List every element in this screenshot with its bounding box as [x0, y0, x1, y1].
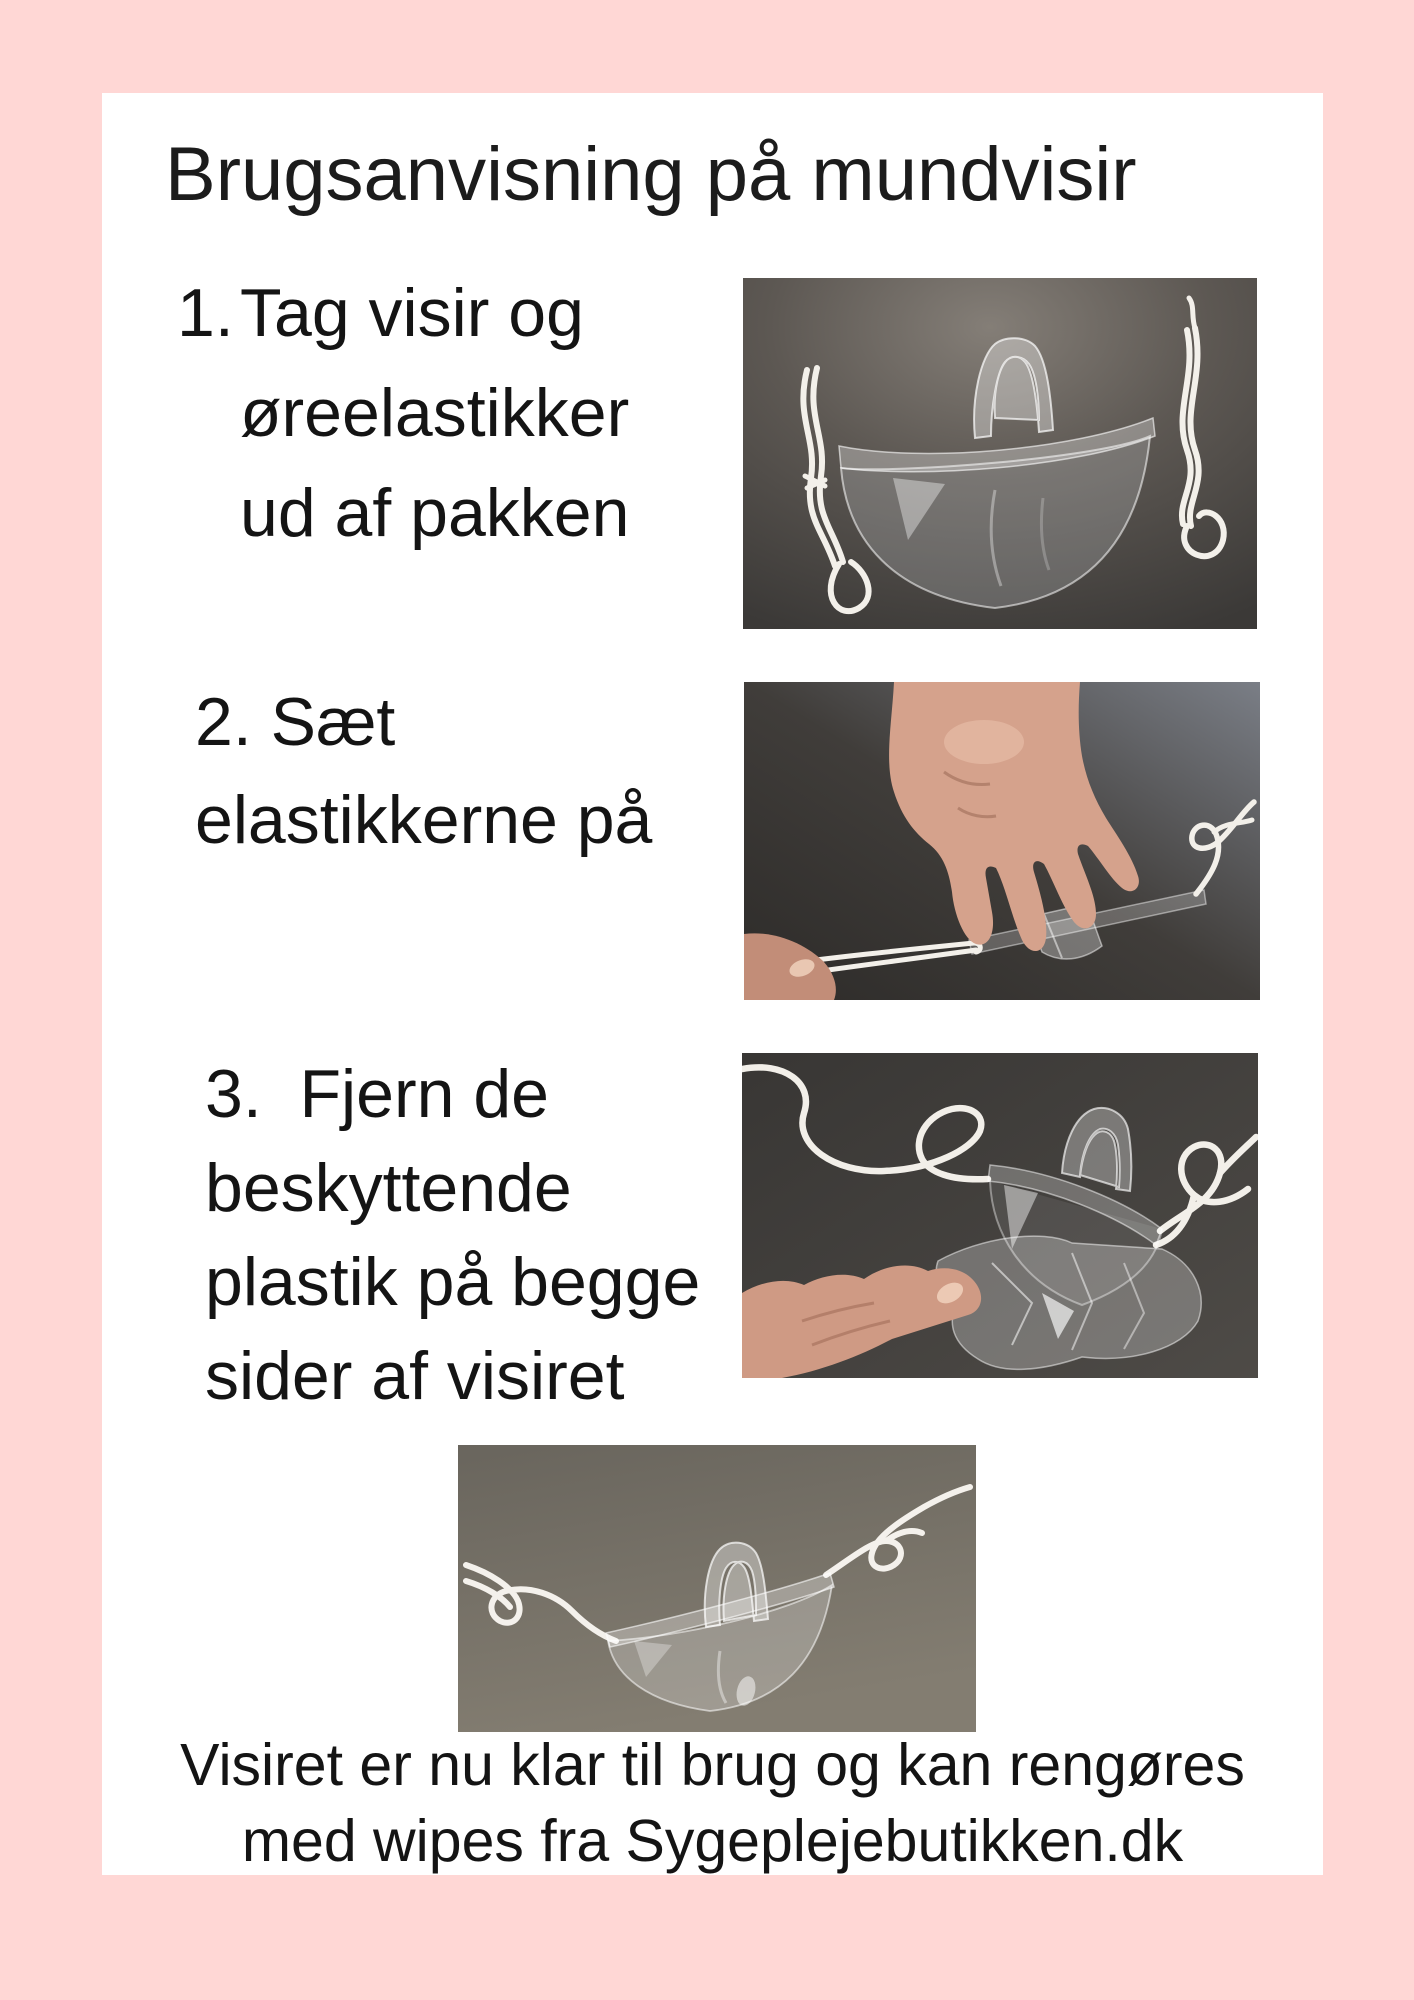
footer-line-2: med wipes fra Sygeplejebutikken.dk	[241, 1808, 1184, 1874]
footer-line-1: Visiret er nu klar til brug og kan rengøres	[180, 1732, 1245, 1798]
page-title: Brugsanvisning på mundvisir	[165, 132, 1137, 217]
step-1-line-3: ud af pakken	[240, 475, 630, 551]
step-1-number: 1.	[177, 275, 234, 351]
step-1-lines	[240, 263, 629, 563]
step-3-line-4: sider af visiret	[205, 1338, 625, 1414]
instruction-card	[102, 93, 1323, 1875]
step-1-line-2: øreelastikker	[240, 375, 630, 451]
step-2-line-2: elastikkerne på	[195, 782, 653, 858]
photo-step3-peeling-protective-film	[742, 1053, 1258, 1378]
step-3-line-2: beskyttende	[205, 1150, 572, 1226]
step-1-text	[177, 263, 629, 563]
photo-step1-visor-and-elastics	[743, 278, 1257, 629]
step-1-line-1: Tag visir og	[240, 275, 584, 351]
step-3-text	[205, 1047, 700, 1423]
step-3-line-1: 3. Fjern de	[205, 1056, 549, 1132]
step-2-text	[195, 673, 652, 869]
step-2-line-1: 2. Sæt	[195, 684, 396, 760]
photo-step2-attaching-elastics	[744, 682, 1260, 1000]
footer-note	[102, 1727, 1323, 1879]
photo-finished-visor	[458, 1445, 976, 1732]
step-3-line-3: plastik på begge	[205, 1244, 701, 1320]
